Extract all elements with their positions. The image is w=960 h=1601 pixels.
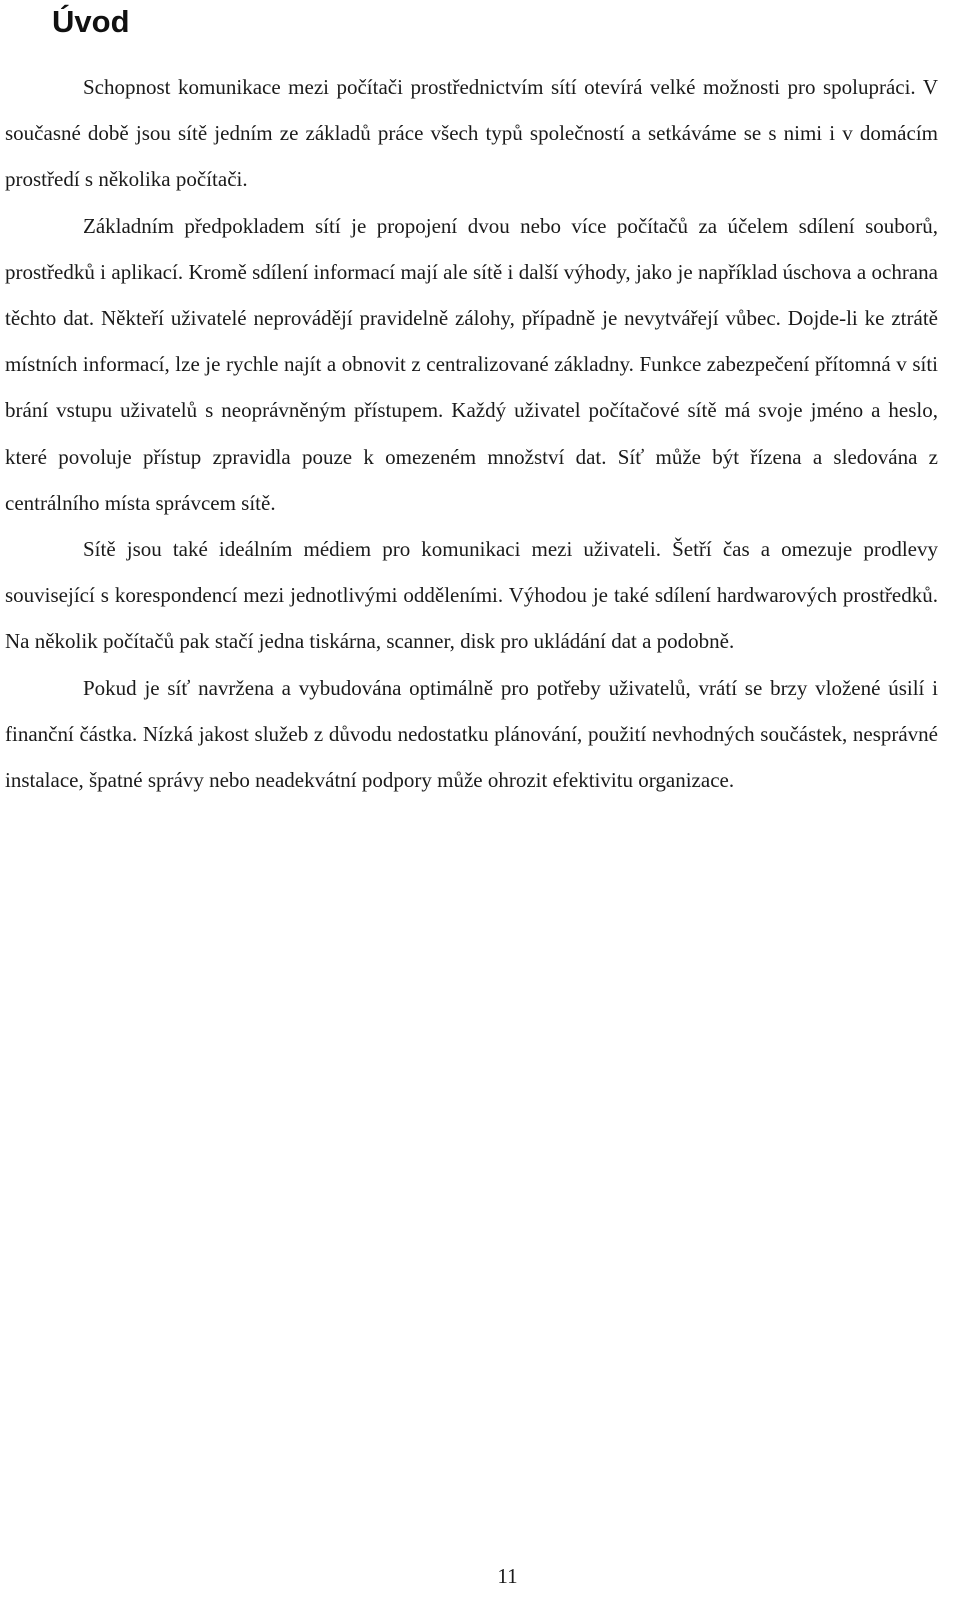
- body-text: [5, 64, 938, 803]
- paragraph-1: Schopnost komunikace mezi počítači prostřednictvím sítí otevírá velké možnosti pro spolupráci. V současné době jsou sítě jedním ze základů práce všech typů společností a setkáváme se s nimi i v domácím prostředí s několika počítači.: [5, 75, 938, 192]
- paragraph-2: Základním předpokladem sítí je propojení dvou nebo více počítačů za účelem sdílení souborů, prostředků i aplikací. Kromě sdílení informací mají ale sítě i další výhody, jako je například úschova a ochrana těchto dat. Někteří uživatelé neprovádějí pravidelně zálohy, případně je nevytvářejí vůbec. Dojde-li ke ztrátě místních informací, lze je rychle najít a obnovit z centralizované základny. Funkce zabezpečení přítomná v síti brání vstupu uživatelů s neoprávněným přístupem. Každý uživatel počítačové sítě má svoje jméno a heslo, které povoluje přístup zpravidla pouze k omezeném množství dat. Síť může být řízena a sledována z centrálního místa správcem sítě.: [5, 213, 938, 515]
- paragraph-4: Pokud je síť navržena a vybudována optimálně pro potřeby uživatelů, vrátí se brzy vložené úsilí i finanční částka. Nízká jakost služeb z důvodu nedostatku plánování, použití nevhodných součástek, nesprávné instalace, špatné správy nebo neadekvátní podpory může ohrozit efektivitu organizace.: [5, 675, 938, 793]
- paragraph-3: Sítě jsou také ideálním médiem pro komunikaci mezi uživateli. Šetří čas a omezuje prodlevy související s korespondencí mezi jednotlivými odděleními. Výhodou je také sdílení hardwarových prostředků. Na několik počítačů pak stačí jedna tiskárna, scanner, disk pro ukládání dat a podobně.: [5, 537, 938, 654]
- section-heading: Úvod: [52, 4, 130, 39]
- page-number: 11: [497, 1564, 518, 1588]
